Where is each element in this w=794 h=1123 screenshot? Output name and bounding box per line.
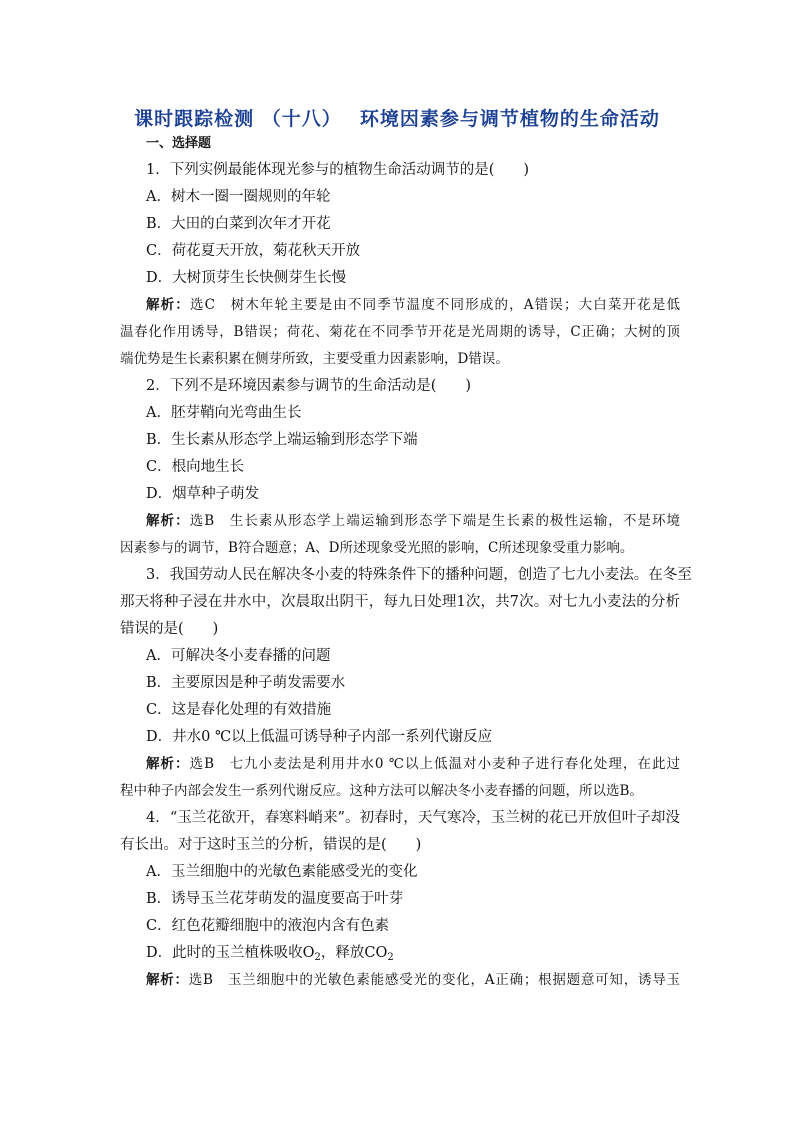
question-stem-continued: 错误的是( ) (120, 621, 219, 637)
question-stem-continued: 有长出。对于这时玉兰的分析，错误的是( ) (120, 837, 422, 853)
section-heading: 一、选择题 (146, 136, 212, 151)
answer-option: B．大田的白菜到次年才开花 (146, 216, 331, 232)
answer-option: A．树木一圈一圈规则的年轮 (146, 189, 331, 205)
analysis-text: 解析：选B 七九小麦法是利用井水0 ℃以上低温对小麦种子进行春化处理，在此过 (146, 756, 680, 772)
answer-option: D．大树顶芽生长快侧芽生长慢 (146, 270, 347, 286)
answer-option: C．根向地生长 (146, 459, 245, 475)
analysis-text: 端优势是生长素积累在侧芽所致，主要受重力因素影响，D错误。 (120, 351, 509, 367)
analysis-text: 解析：选B 生长素从形态学上端运输到形态学下端是生长素的极性运输，不是环境 (146, 513, 681, 529)
question-stem: 1．下列实例最能体现光参与的植物生命活动调节的是( ) (146, 162, 530, 178)
page-title: 课时跟踪检测 （十八） 环境因素参与调节植物的生命活动 (134, 108, 660, 130)
answer-option: C．红色花瓣细胞中的液泡内含有色素 (146, 918, 390, 934)
analysis-label: 解析： (146, 513, 190, 529)
answer-option: B．诱导玉兰花芽萌发的温度要高于叶芽 (146, 891, 404, 907)
analysis-text: 因素参与的调节，B符合题意；A、D所述现象受光照的影响，C所述现象受重力影响。 (120, 540, 634, 556)
question-stem: 4．“玉兰花欲开，春寒料峭来”。初春时，天气寒冷，玉兰树的花已开放但叶子却没 (146, 810, 680, 826)
analysis-text: 温春化作用诱导，B错误；荷花、菊花在不同季节开花是光周期的诱导，C正确；大树的顶 (120, 324, 680, 340)
answer-option: A．胚芽鞘向光弯曲生长 (146, 405, 302, 421)
answer-option: C．这是春化处理的有效措施 (146, 702, 332, 718)
question-stem: 2．下列不是环境因素参与调节的生命活动是( ) (146, 378, 472, 394)
analysis-label: 解析： (146, 297, 190, 313)
analysis-text: 解析：选C 树木年轮主要是由不同季节温度不同形成的，A错误；大白菜开花是低 (146, 297, 681, 313)
analysis-label: 解析： (146, 972, 189, 988)
answer-option: D．烟草种子萌发 (146, 486, 260, 502)
answer-option: A．玉兰细胞中的光敏色素能感受光的变化 (146, 864, 418, 880)
question-stem: 3．我国劳动人民在解决冬小麦的特殊条件下的播种问题，创造了七九小麦法。在冬至 (146, 567, 692, 583)
answer-option: A．可解决冬小麦春播的问题 (146, 648, 331, 664)
answer-option: C．荷花夏天开放，菊花秋天开放 (146, 243, 361, 259)
answer-option: B．生长素从形态学上端运输到形态学下端 (146, 432, 418, 448)
answer-option: D．此时的玉兰植株吸收$O_2$，释放$CO_2$ (146, 945, 394, 963)
question-stem-continued: 那天将种子浸在井水中，次晨取出阴干，每九日处理1次，共7次。对七九小麦法的分析 (120, 594, 680, 610)
document-body (120, 130, 692, 994)
analysis-text: 解析：选B 玉兰细胞中的光敏色素能感受光的变化，A正确；根据题意可知，诱导玉 (146, 972, 680, 988)
answer-option: D．井水0 ℃以上低温可诱导种子内部一系列代谢反应 (146, 729, 493, 745)
answer-option: B．主要原因是种子萌发需要水 (146, 675, 346, 691)
analysis-label: 解析： (146, 756, 190, 772)
analysis-text: 程中种子内部会发生一系列代谢反应。这种方法可以解决冬小麦春播的问题，所以选B。 (120, 783, 643, 799)
